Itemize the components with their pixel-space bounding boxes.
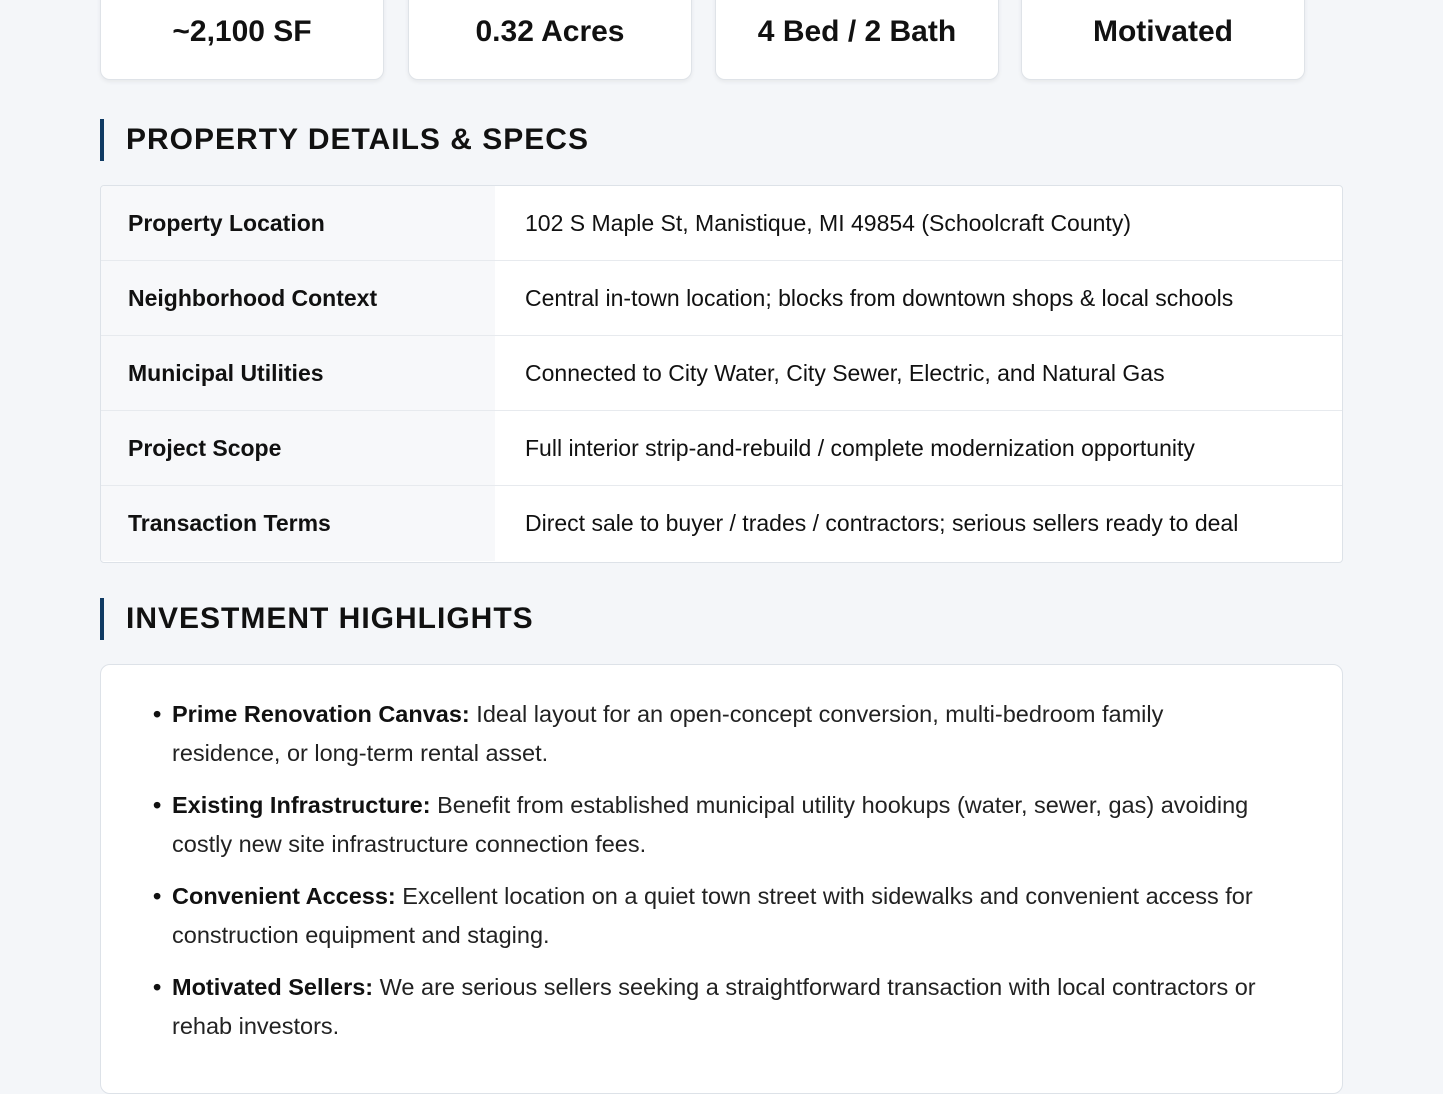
section-heading-highlights [100, 598, 534, 640]
stat-value: Motivated [1092, 15, 1233, 48]
table-row [101, 261, 1342, 336]
table-row [101, 336, 1342, 411]
stat-value: 0.32 Acres [475, 15, 625, 48]
highlight-title: Convenient Access: [172, 883, 396, 909]
row-value: Central in-town location; blocks from downtown shops & local schools [525, 284, 1234, 311]
row-label: Project Scope [101, 411, 495, 485]
row-value: Full interior strip-and-rebuild / complete modernization opportunity [525, 434, 1195, 461]
highlight-text: Ideal layout for an open-concept conversion, multi-bedroom family residence, or long-term rental asset. [172, 701, 1164, 766]
table-row [101, 186, 1342, 261]
highlight-text: Excellent location on a quiet town street with sidewalks and convenient access for construction equipment and staging. [172, 883, 1253, 948]
row-label: Transaction Terms [101, 486, 495, 561]
highlight-text: Benefit from established municipal utility hookups (water, sewer, gas) avoiding costly new site infrastructure connection fees. [172, 792, 1249, 857]
list-item [153, 877, 1273, 955]
row-label: Municipal Utilities [101, 336, 495, 410]
stat-cards [100, 0, 1308, 82]
row-value: Direct sale to buyer / trades / contractors; serious sellers ready to deal [525, 510, 1239, 536]
bullet-icon: • [153, 792, 162, 818]
row-label: Property Location [101, 186, 495, 260]
section-heading-text: INVESTMENT HIGHLIGHTS [126, 602, 534, 635]
highlight-title: Existing Infrastructure: [172, 792, 431, 818]
list-item [153, 968, 1273, 1046]
row-value: Connected to City Water, City Sewer, Electric, and Natural Gas [525, 359, 1165, 386]
table-row [101, 411, 1342, 486]
stat-value: 4 Bed / 2 Bath [757, 15, 957, 48]
table-row [101, 486, 1342, 561]
row-value: 102 S Maple St, Manistique, MI 49854 (Schoolcraft County) [525, 209, 1131, 236]
bullet-icon: • [153, 974, 162, 1000]
stat-card-square-footage [100, 0, 384, 80]
investment-highlights-card [100, 664, 1343, 1094]
stat-value: ~2,100 SF [172, 15, 312, 48]
highlight-title: Motivated Sellers: [172, 974, 374, 1000]
highlights-list [153, 695, 1273, 1059]
bullet-icon: • [153, 701, 162, 727]
list-item [153, 695, 1273, 773]
highlight-title: Prime Renovation Canvas: [172, 701, 470, 727]
bullet-icon: • [153, 883, 162, 909]
stat-card-lot-size [408, 0, 692, 80]
row-label: Neighborhood Context [101, 261, 495, 335]
section-heading-details [100, 119, 589, 161]
list-item [153, 786, 1273, 864]
section-heading-text: PROPERTY DETAILS & SPECS [126, 123, 589, 156]
stat-card-bed-bath [715, 0, 999, 80]
stat-card-seller-status [1021, 0, 1305, 80]
highlight-text: We are serious sellers seeking a straightforward transaction with local contractors or rehab investors. [172, 974, 1256, 1039]
property-details-table [100, 185, 1343, 563]
